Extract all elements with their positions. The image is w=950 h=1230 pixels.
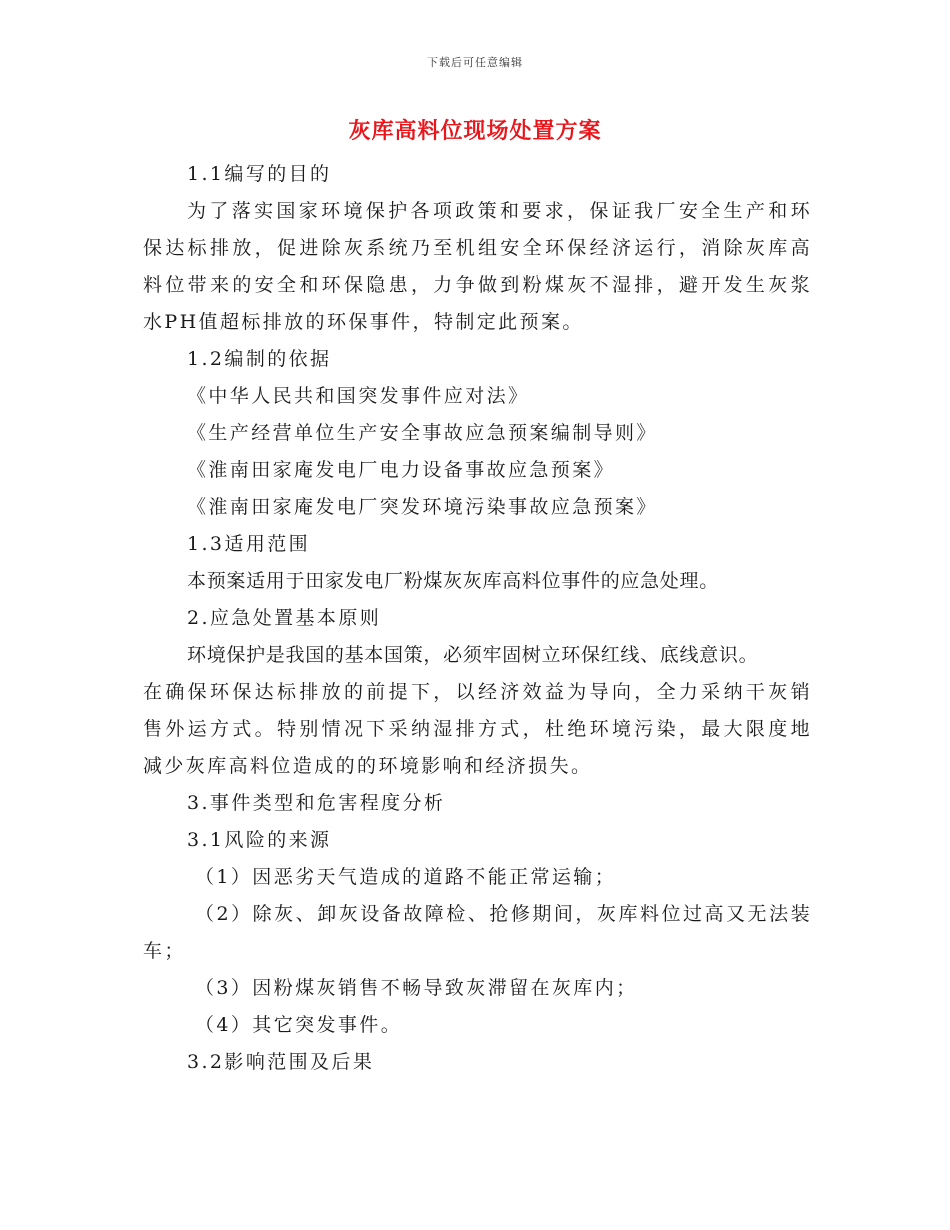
reference-item: 《中华人民共和国突发事件应对法》 <box>187 385 530 407</box>
paragraph-line: 为了落实国家环境保护各项政策和要求，保证我厂安全生产和环 <box>187 200 811 222</box>
paragraph-line: 减少灰库高料位造成的的环境影响和经济损失。 <box>143 755 593 777</box>
section-heading-1-1: 1.1编写的目的 <box>187 163 332 185</box>
section-heading-2: 2.应急处置基本原则 <box>187 607 382 629</box>
list-item-continuation: 车； <box>143 940 186 962</box>
paragraph-line: 水PH值超标排放的环保事件，特制定此预案。 <box>143 311 584 333</box>
section-heading-1-3: 1.3适用范围 <box>187 533 311 555</box>
paragraph-line: 售外运方式。特别情况下采纳湿排方式，杜绝环境污染，最大限度地 <box>143 718 811 740</box>
list-item: （4）其它突发事件。 <box>195 1014 403 1036</box>
paragraph-line: 在确保环保达标排放的前提下，以经济效益为导向，全力采纳干灰销 <box>143 681 811 703</box>
page-header-note: 下载后可任意编辑 <box>427 56 523 69</box>
document-title: 灰库高料位现场处置方案 <box>348 118 602 144</box>
paragraph-line: 料位带来的安全和环保隐患，力争做到粉煤灰不湿排，避开发生灰浆 <box>143 274 811 296</box>
document-body <box>143 160 811 1085</box>
paragraph-line: 环境保护是我国的基本国策，必须牢固树立环保红线、底线意识。 <box>187 644 759 666</box>
paragraph-line: 保达标排放，促进除灰系统乃至机组安全环保经济运行，消除灰库高 <box>143 237 811 259</box>
list-item: （2）除灰、卸灰设备故障检、抢修期间，灰库料位过高又无法装 <box>195 903 811 925</box>
section-heading-1-2: 1.2编制的依据 <box>187 348 332 370</box>
section-heading-3-1: 3.1风险的来源 <box>187 829 332 851</box>
section-heading-3-2: 3.2影响范围及后果 <box>187 1051 375 1073</box>
paragraph-line: 本预案适用于田家发电厂粉煤灰灰库高料位事件的应急处理。 <box>187 570 719 592</box>
list-item: （1）因恶劣天气造成的道路不能正常运输； <box>195 866 617 888</box>
section-heading-3: 3.事件类型和危害程度分析 <box>187 792 446 814</box>
reference-item: 《生产经营单位生产安全事故应急预案编制导则》 <box>187 422 658 444</box>
list-item: （3）因粉煤灰销售不畅导致灰滞留在灰库内； <box>195 977 638 999</box>
reference-item: 《淮南田家庵发电厂电力设备事故应急预案》 <box>187 459 616 481</box>
reference-item: 《淮南田家庵发电厂突发环境污染事故应急预案》 <box>187 496 658 518</box>
